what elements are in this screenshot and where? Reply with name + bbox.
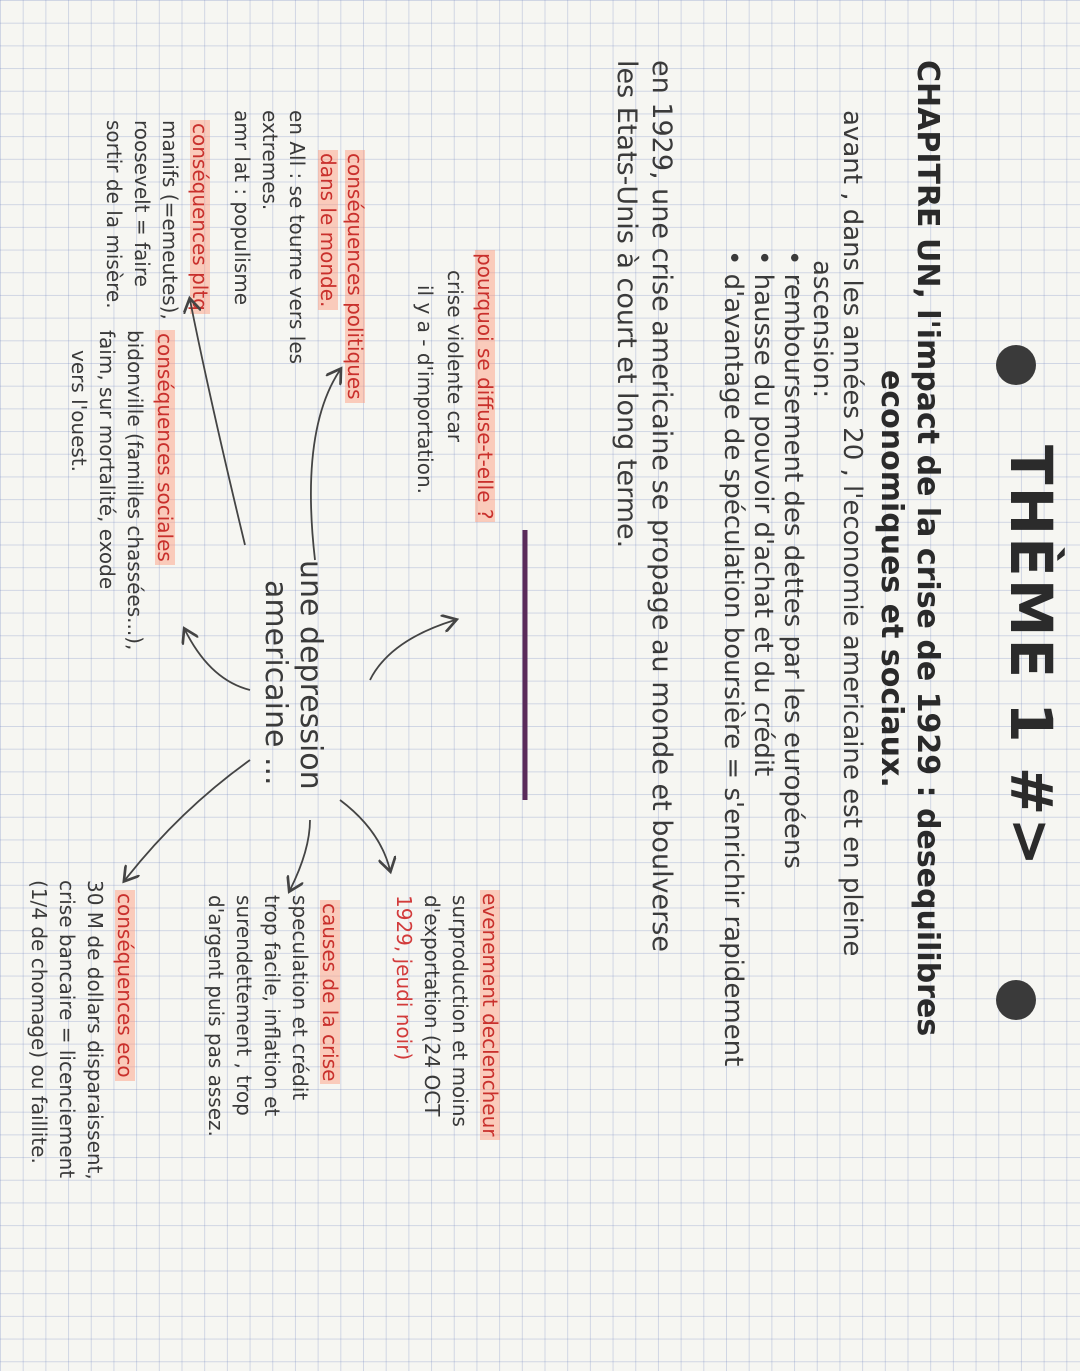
crisis-line2: les Etats-Unis à court et long terme. — [611, 60, 642, 549]
intro-bullet2: • hausse du pouvoir d'achat et du crédit — [748, 250, 778, 777]
eco-line2: crise bancaire = licenciement — [55, 880, 79, 1179]
intro-bullet1: • remboursement des dettes par les européens — [778, 250, 808, 869]
sociales-line3: vers l'ouest. — [67, 350, 91, 473]
pltq-line1: manifs (=emeutes), — [158, 120, 182, 320]
eco-heading: conséquences eco — [115, 890, 135, 1081]
politiques-heading1: conséquences politiques — [345, 150, 365, 403]
center-depression-line1: une depression — [293, 560, 328, 790]
pltq-line3: sortir de la misère. — [102, 120, 126, 309]
politiques-line3: amr lat : populisme — [230, 110, 254, 306]
sociales-line1: bidonville (familles chassées...), — [123, 330, 147, 651]
intro-line1: avant , dans les années 20 , l'economie americaine est en pleine — [837, 110, 867, 957]
pourquoi-line2: il y a - d'importation. — [413, 285, 437, 495]
politiques-heading2: dans le monde. — [318, 150, 338, 310]
page-title: THÈME 1 #> — [997, 445, 1065, 868]
causes-line4: d'argent puis pas assez. — [204, 895, 228, 1137]
arrow-to-politiques — [311, 370, 340, 560]
intro-bullet3: • d'avantage de spéculation boursière = s'enrichir rapidement — [718, 250, 748, 1067]
arrow-to-sociales — [185, 630, 250, 690]
declencheur-heading: evenement declencheur — [480, 890, 500, 1140]
causes-line3: surendettement , trop — [232, 895, 256, 1116]
pltq-heading: conséquences pltq — [190, 120, 210, 314]
eco-line1: 30 M de dollars disparaissent, — [83, 880, 107, 1180]
declencheur-line3: 1929, jeudi noir) — [392, 895, 416, 1061]
politiques-line1: en All : se tourne vers les — [285, 110, 309, 365]
pourquoi-line1: crise violente car — [443, 270, 467, 443]
arrow-to-declencheur — [340, 800, 390, 870]
pourquoi-heading: pourquoi se diffuse-t-elle ? — [475, 250, 495, 522]
declencheur-line1: surproduction et moins — [448, 895, 472, 1127]
crisis-line1: en 1929, une crise americaine se propage au monde et boulverse — [646, 60, 677, 952]
declencheur-line2: d'exportation (24 OCT — [420, 895, 444, 1117]
sociales-line2: faim, sur mortalité, exode — [95, 330, 119, 590]
arrow-to-pourquoi — [370, 620, 455, 680]
arrow-to-pltq — [190, 300, 245, 545]
chapter-title-line2: economiques et sociaux. — [874, 370, 909, 788]
sociales-heading: conséquences sociales — [155, 330, 175, 565]
pltq-line2: roosevelt = faire — [130, 120, 154, 287]
center-depression-line2: americaine ... — [258, 580, 293, 786]
causes-line2: trop facile, inflation et — [260, 895, 284, 1117]
chapter-title-line1: CHAPITRE UN, l'impact de la crise de 1929 : desequilibres — [910, 60, 945, 1037]
intro-line2: ascension: — [807, 260, 837, 399]
arrow-to-eco — [125, 760, 250, 880]
causes-line1: speculation et crédit — [288, 895, 312, 1101]
arrow-to-causes — [290, 820, 310, 890]
politiques-line2: extremes. — [258, 110, 282, 211]
eco-line3: (1/4 de chomage) ou faillite. — [27, 880, 51, 1164]
causes-heading: causes de la crise — [320, 900, 340, 1084]
